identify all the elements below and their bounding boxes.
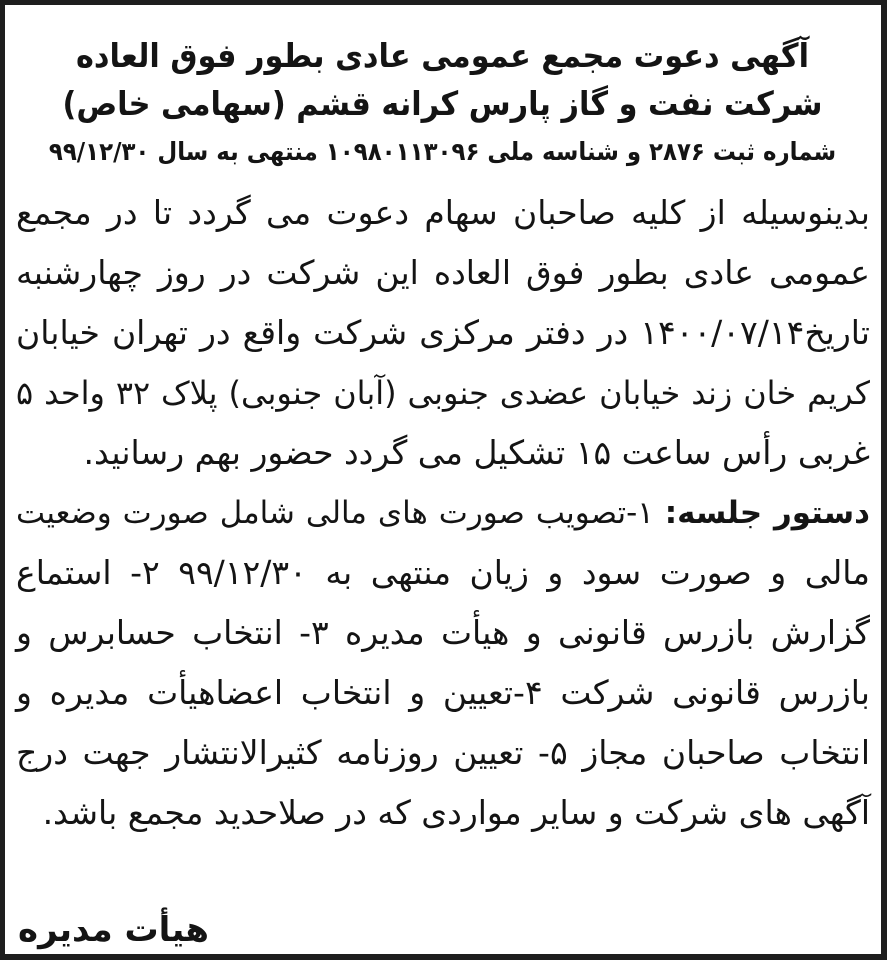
agenda-label: دستور جلسه: [664,495,870,531]
agenda-line: بازرس قانونی شرکت ۴-تعیین و انتخاب اعضاهیأت مدیره و [16,673,870,712]
agenda-line: آگهی های شرکت و سایر مواردی که در صلاحدید مجمع باشد. [42,793,870,832]
company-name: شرکت نفت و گاز پارس کرانه قشم (سهامی خاص) [62,84,823,123]
notice-header [10,32,875,176]
notice-title: آگهی دعوت مجمع عمومی عادی بطور فوق العاده [75,36,810,75]
agenda-first-line [16,483,870,543]
body-line: بدینوسیله از کلیه صاحبان سهام دعوت می گردد تا در مجمع [16,193,870,232]
registration-info: شماره ثبت ۲۸۷۶ و شناسه ملی ۱۰۹۸۰۱۱۳۰۹۶ منتهی به سال ۹۹/۱۲/۳۰ [48,137,837,166]
body-line: عمومی عادی بطور فوق العاده این شرکت در روز چهارشنبه [16,253,870,292]
body-line: کریم خان زند خیابان عضدی جنوبی (آبان جنوبی) پلاک ۳۲ واحد ۵ [16,374,870,412]
notice-document [10,10,875,948]
agenda-line: انتخاب صاحبان مجاز ۵- تعیین روزنامه کثیرالانتشار جهت درج [16,733,870,772]
body-line: تاریخ۱۴۰۰/۰۷/۱۴ در دفتر مرکزی شرکت واقع در تهران خیابان [16,313,870,352]
agenda-line: گزارش بازرس قانونی و هیأت مدیره ۳- انتخاب حسابرس و [16,613,870,652]
body-line: غربی رأس ساعت ۱۵ تشکیل می گردد حضور بهم رسانید. [83,433,870,472]
agenda-item-1: ۱-تصویب صورت های مالی شامل صورت وضعیت [16,495,665,531]
notice-body [16,183,870,843]
signature-board-of-directors: هیأت مدیره [18,910,209,950]
agenda-line: مالی و صورت سود و زیان منتهی به ۹۹/۱۲/۳۰ ۲- استماع [16,553,870,592]
